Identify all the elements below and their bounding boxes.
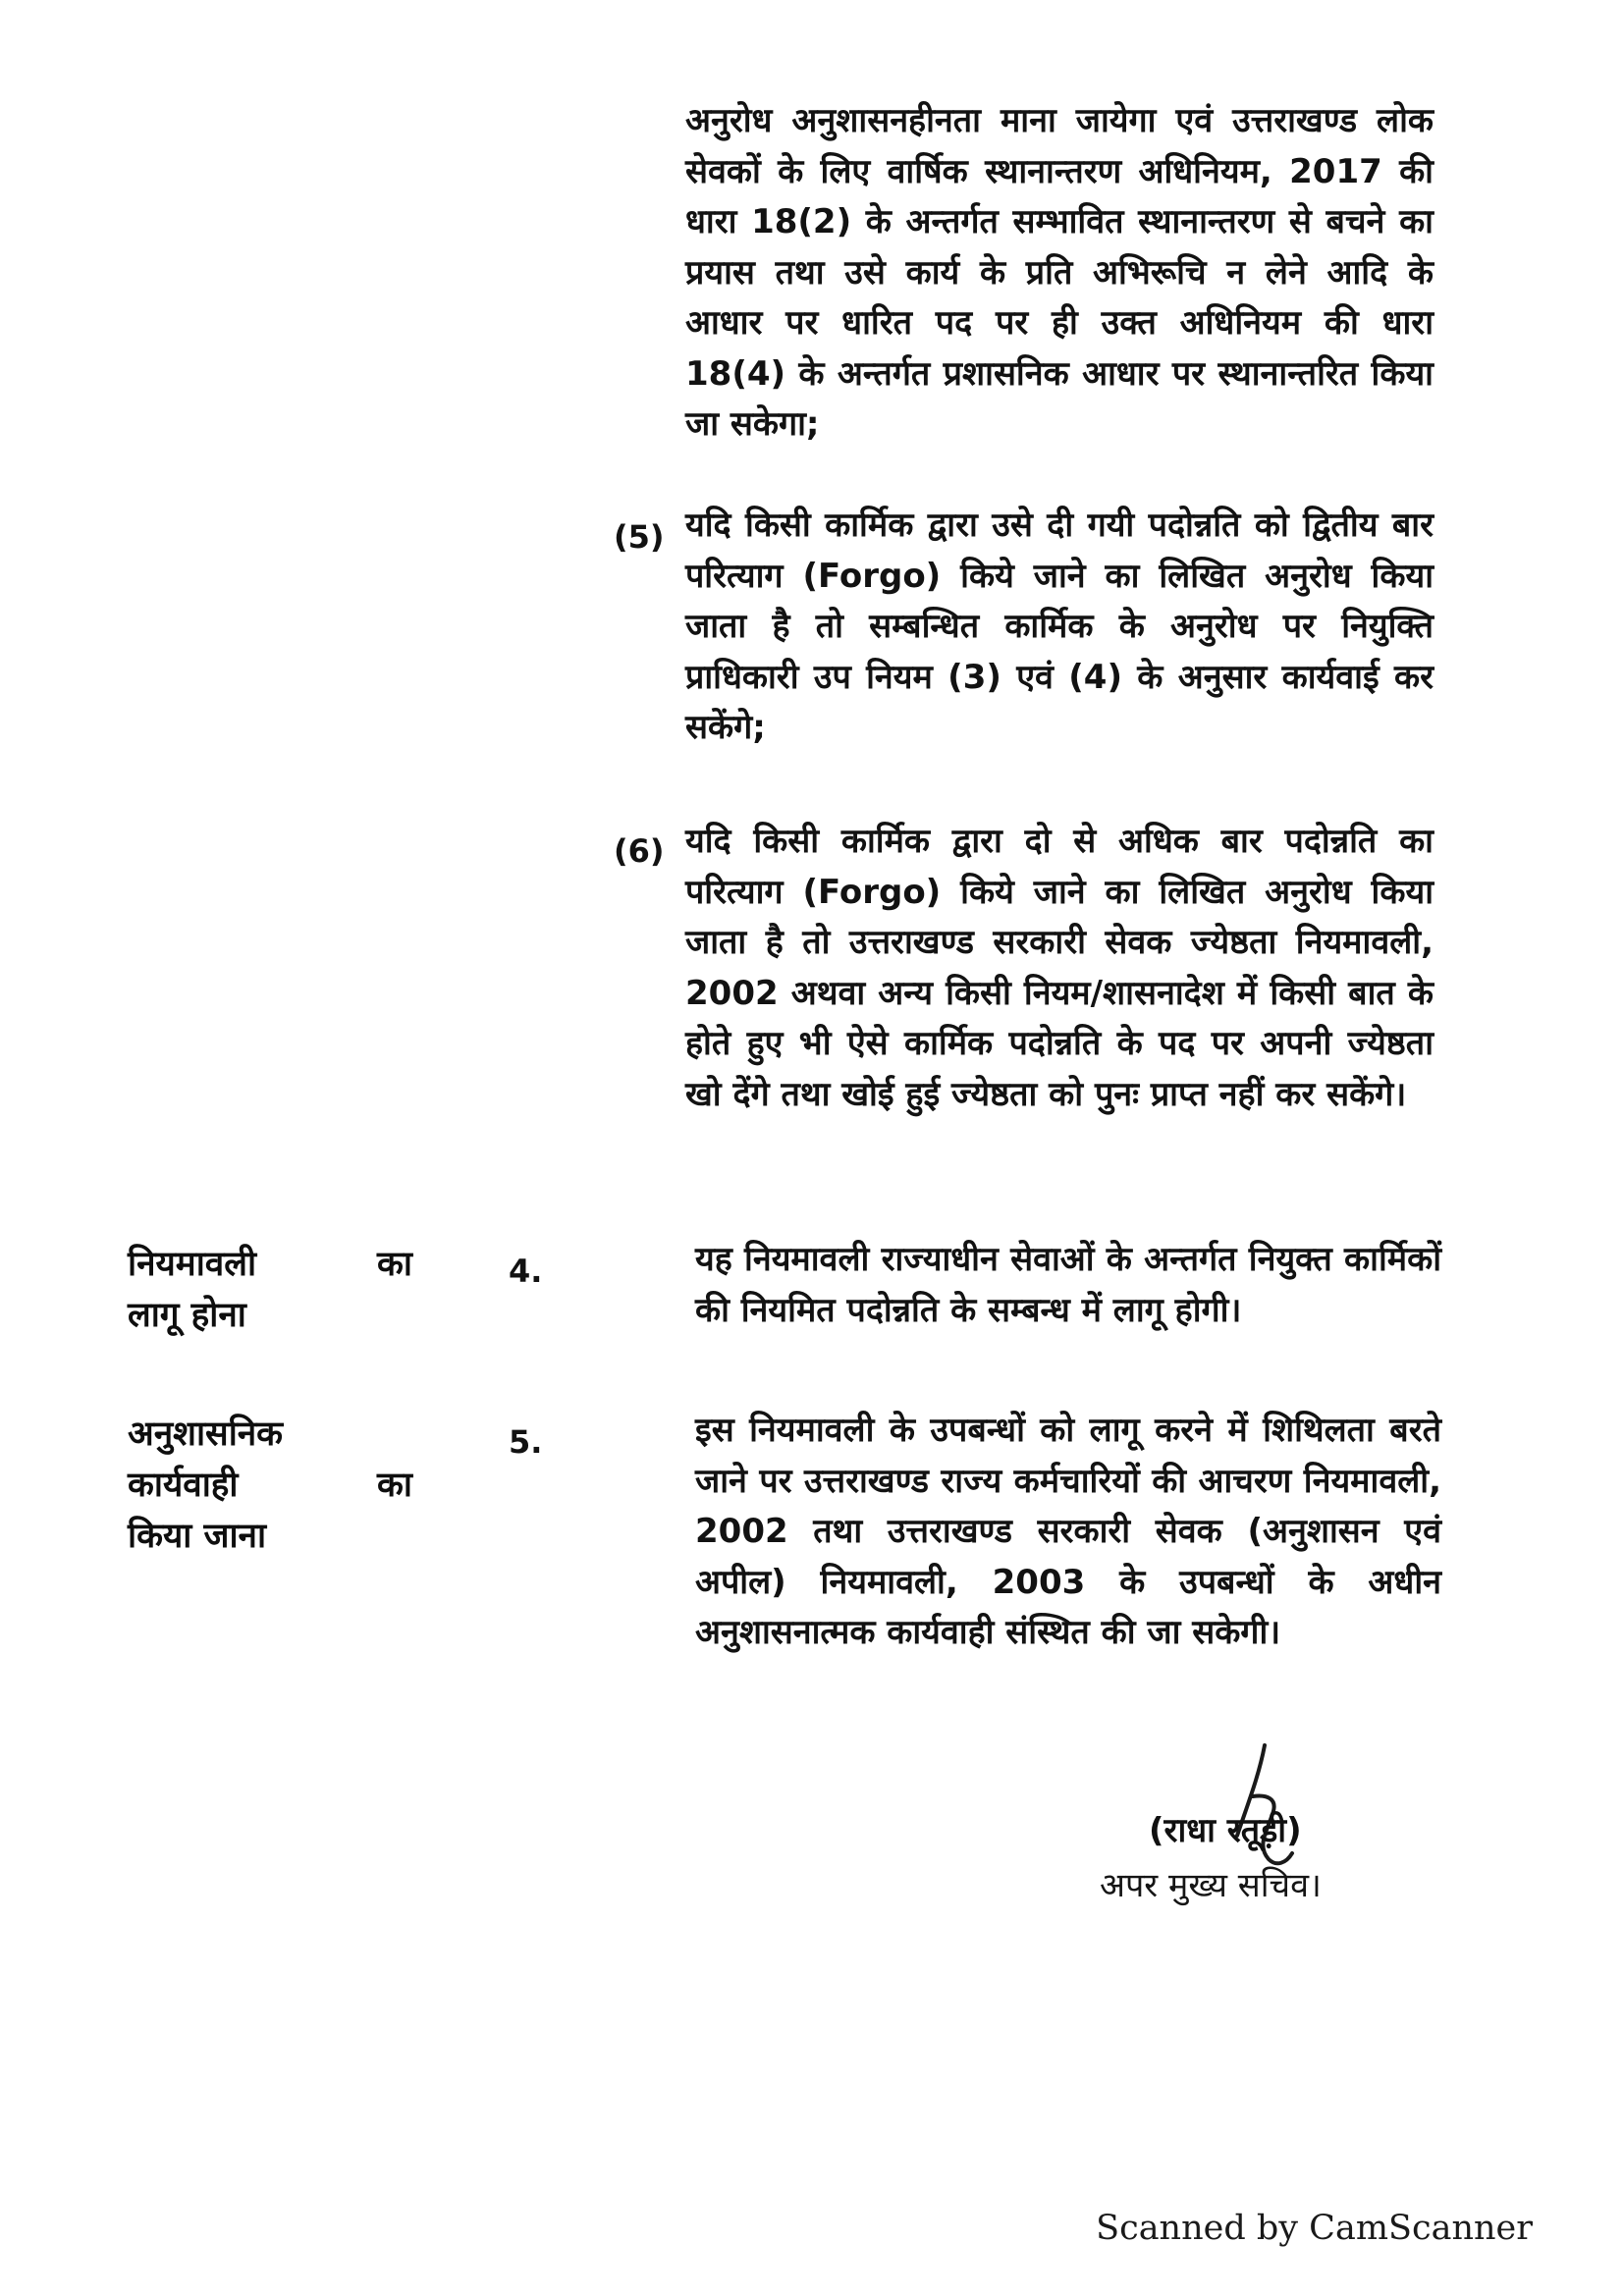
section-5-heading-line1: अनुशासनिक [128, 1415, 284, 1454]
section-4-heading-word: नियमावली [128, 1245, 257, 1284]
section-number-4: 4. [509, 1253, 543, 1290]
clause-number-6: (6) [614, 832, 665, 870]
clause-number-5: (5) [614, 518, 665, 556]
signatory-designation: अपर मुख्य सचिव। [1100, 1866, 1322, 1905]
scanner-watermark: Scanned by CamScanner [1096, 2209, 1533, 2248]
section-5-text: इस नियमावली के उपबन्धों को लागू करने में शिथिलता बरते जाने पर उत्तराखण्ड राज्य कर्मचारियों की आचरण नियमावली, 2002 तथा उत्तराखण्ड सरकारी सेवक (अनुशासन एवं अपील) नियमावली, 2003 के उपबन्धों के अधीन अनुशासनात्मक कार्यवाही संस्थित की जा सकेगी। [695, 1411, 1441, 1652]
clause-5-text: यदि किसी कार्मिक द्वारा उसे दी गयी पदोन्नति को द्वितीय बार परित्याग (Forgo) किये जाने का लिखित अनुरोध किया जाता है तो सम्बन्धित कार्मिक के अनुरोध पर नियुक्ति प्राधिकारी उप नियम (3) एवं (4) के अनुसार कार्यवाई कर सकेंगे; [685, 506, 1434, 747]
signature-block [1100, 1737, 1453, 1924]
paragraph-continuation: अनुरोध अनुशासनहीनता माना जायेगा एवं उत्तराखण्ड लोक सेवकों के लिए वार्षिक स्थानान्तरण अधिनियम, 2017 की धारा 18(2) के अन्तर्गत सम्भावित स्थानान्तरण से बचने का प्रयास तथा उसे कार्य के प्रति अभिरूचि न लेने आदि के आधार पर धारित पद पर ही उक्त अधिनियम की धारा 18(4) के अन्तर्गत प्रशासनिक आधार पर स्थानान्तरित किया जा सकेगा; [685, 101, 1434, 444]
section-5-heading-ka: का [377, 1466, 412, 1505]
section-5-heading-line3: किया जाना [128, 1517, 267, 1556]
section-5-heading-word: कार्यवाही [128, 1466, 239, 1505]
section-4-heading [128, 1239, 412, 1341]
clause-6-text: यदि किसी कार्मिक द्वारा दो से अधिक बार पदोन्नति का परित्याग (Forgo) किये जाने का लिखित अनुरोध किया जाता है तो उत्तराखण्ड सरकारी सेवक ज्येष्ठता नियमावली, 2002 अथवा अन्य किसी नियम/शासनादेश में किसी बात के होते हुए भी ऐसे कार्मिक पदोन्नति के पद पर अपनी ज्येष्ठता खो देंगे तथा खोई हुई ज्येष्ठता को पुनः प्राप्त नहीं कर सकेंगे। [685, 822, 1434, 1114]
signatory-name: (राधा रतूड़ी) [1149, 1811, 1302, 1850]
section-5-heading [128, 1409, 412, 1562]
section-number-5: 5. [509, 1423, 543, 1461]
section-4-heading-line2: लागू होना [128, 1296, 246, 1335]
section-4-text: यह नियमावली राज्याधीन सेवाओं के अन्तर्गत नियुक्त कार्मिकों की नियमित पदोन्नति के सम्बन्ध में लागू होगी। [695, 1240, 1441, 1330]
section-4-heading-ka: का [377, 1245, 412, 1284]
